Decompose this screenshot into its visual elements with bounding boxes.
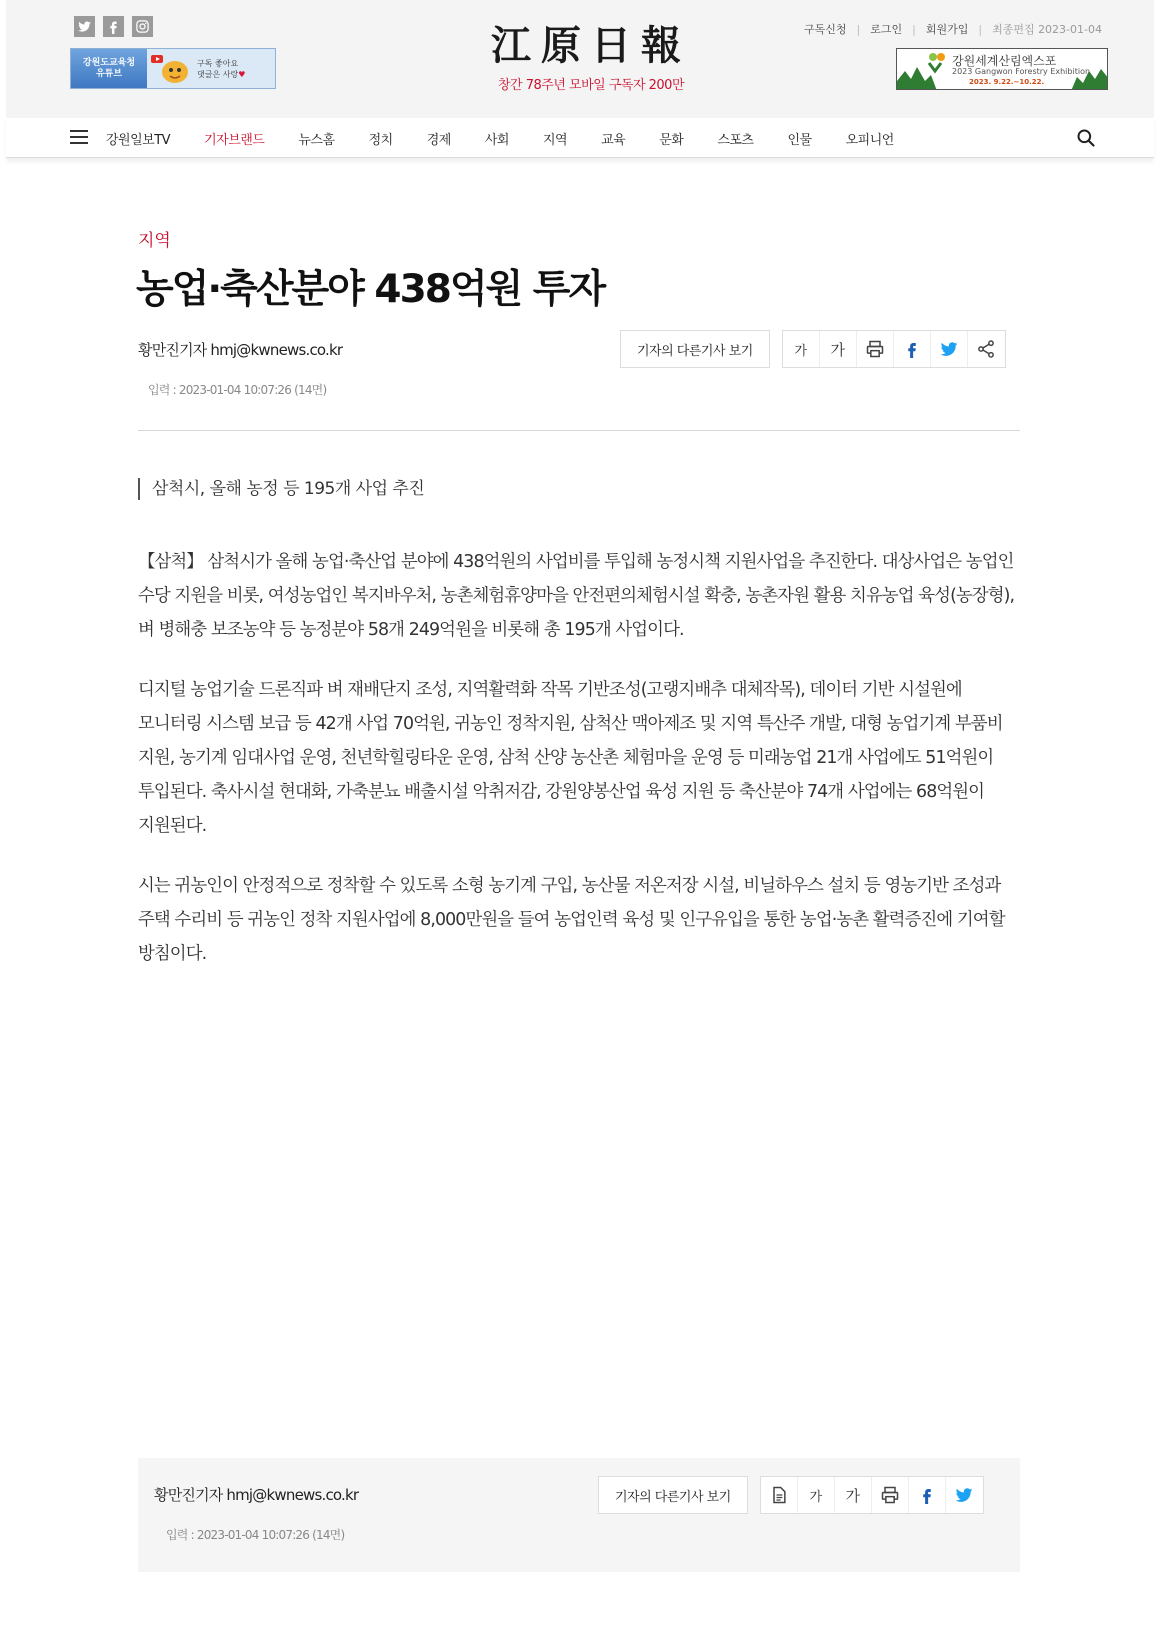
nav-item-people[interactable]: 인물 — [787, 132, 812, 148]
promo-line: 댓글은 사랑 — [197, 69, 239, 79]
last-updated: 최종편집 2023-01-04 — [992, 23, 1102, 36]
footer-byline: 황만진기자 hmj@kwnews.co.kr — [154, 1486, 359, 1504]
article-headline: 농업·축산분야 438억원 투자 — [136, 267, 605, 312]
subscribe-link[interactable]: 구독신청 — [803, 23, 847, 36]
youtube-promo-banner[interactable] — [70, 48, 276, 89]
section-label[interactable]: 지역 — [138, 231, 171, 251]
search-icon[interactable] — [1076, 128, 1096, 148]
separator: | — [856, 22, 861, 36]
footer-font-decrease-button[interactable]: 가 — [798, 1477, 835, 1513]
footer-font-increase-button[interactable]: 가 — [835, 1477, 872, 1513]
footer-share-tools — [760, 1476, 984, 1514]
article-footer-box — [138, 1458, 1020, 1572]
nav-item-economy[interactable]: 경제 — [426, 132, 451, 148]
nav-item-politics[interactable]: 정치 — [368, 132, 393, 148]
header-divider — [138, 430, 1020, 431]
nav-item-education[interactable]: 교육 — [601, 132, 626, 148]
site-logo[interactable]: 江原日報 — [491, 22, 691, 69]
footer-facebook-share-icon[interactable] — [909, 1477, 946, 1513]
top-links — [804, 21, 1102, 37]
nav-items — [106, 118, 928, 158]
expo-title: 강원세계산림엑스포 — [952, 54, 1057, 68]
footer-published-date: 입력 : 2023-01-04 10:07:26 (14면) — [166, 1528, 345, 1542]
heart-icon: ♥ — [238, 69, 246, 79]
nav-item-reporter-brand[interactable]: 기자브랜드 — [204, 132, 265, 148]
footer-print-icon[interactable] — [872, 1477, 909, 1513]
promo-line: 강원도교육청 — [82, 57, 136, 68]
article-paragraph: 【삼척】 삼척시가 올해 농업·축산업 분야에 438억원의 사업비를 투입해 농정시책 지원사업을 추진한다. 대상사업은 농업인 수당 지원을 비롯, 여성농업인 복지바우처, 농촌체험휴양마을 안전편의체험시설 확충, 농촌자원 활용 치유농업 육성(농장형), 벼 병해충 보조농약 등 농정분야 58개 249억원을 비롯해 총 195개 사업이다. — [138, 552, 1015, 640]
nav-item-sports[interactable]: 스포츠 — [717, 132, 754, 148]
promo-line: 구독 좋아요 — [197, 58, 239, 68]
nav-item-society[interactable]: 사회 — [484, 132, 509, 148]
promo-banner-right — [193, 58, 275, 80]
article-toolbar — [620, 330, 1006, 368]
footer-toolbar — [598, 1476, 984, 1514]
expo-banner[interactable] — [896, 48, 1108, 90]
masthead — [6, 0, 1154, 118]
share-icon[interactable] — [968, 331, 1005, 367]
document-icon[interactable] — [761, 1477, 798, 1513]
byline: 황만진기자 hmj@kwnews.co.kr — [138, 341, 343, 359]
font-decrease-button[interactable]: 가 — [783, 331, 820, 367]
login-link[interactable]: 로그인 — [870, 23, 903, 36]
separator: | — [978, 22, 983, 36]
footer-twitter-share-icon[interactable] — [946, 1477, 983, 1513]
article-paragraph: 디지털 농업기술 드론직파 벼 재배단지 조성, 지역활력화 작목 기반조성(고랭지배추 대체작목), 데이터 기반 시설원에 모니터링 시스템 보급 등 42개 사업 70억원, 귀농인 정착지원, 삼척산 맥아제조 및 지역 특산주 개발, 대형 농업기계 부품비 지원, 농기계 임대사업 운영, 천년학힐링타운 운영, 삼척 산양 농산촌 체험마을 운영 등 미래농업 21개 사업에도 51억원이 투입된다. 축사시설 현대화, 가축분뇨 배출시설 악취저감, 강원양봉산업 육성 지원 등 축산분야 74개 사업에는 68억원이 지원된다. — [138, 680, 1003, 836]
menu-icon[interactable] — [70, 130, 88, 144]
article-body — [138, 545, 1018, 997]
print-icon[interactable] — [857, 331, 894, 367]
published-date: 입력 : 2023-01-04 10:07:26 (14면) — [148, 383, 327, 397]
article-subtitle: 삼척시, 올해 농정 등 195개 사업 추진 — [138, 478, 424, 500]
social-links — [74, 16, 153, 37]
expo-subtitle: 2023 Gangwon Forestry Exhibition — [952, 67, 1091, 76]
tagline: 창간 78주년 모바일 구독자 200만 — [497, 78, 685, 93]
instagram-icon[interactable] — [132, 16, 153, 37]
main-nav — [6, 118, 1154, 158]
nav-item-tv[interactable]: 강원일보TV — [106, 132, 171, 148]
nav-item-culture[interactable]: 문화 — [659, 132, 684, 148]
article-paragraph: 시는 귀농인이 안정적으로 정착할 수 있도록 소형 농기계 구입, 농산물 저온저장 시설, 비닐하우스 설치 등 영농기반 조성과 주택 수리비 등 귀농인 정착 지원사업에 8,000만원을 들여 농업인력 육성 및 인구유입을 통한 농업·농촌 활력증진에 기여할 방침이다. — [138, 876, 1005, 964]
twitter-icon[interactable] — [74, 16, 95, 37]
facebook-icon[interactable] — [103, 16, 124, 37]
expo-dates: 2023. 9.22.~10.22. — [969, 78, 1045, 86]
footer-reporter-other-articles-button[interactable]: 기자의 다른기사 보기 — [598, 1476, 748, 1514]
promo-banner-left — [71, 49, 147, 88]
nav-item-news-home[interactable]: 뉴스홈 — [298, 132, 335, 148]
separator: | — [912, 22, 916, 36]
facebook-share-icon[interactable] — [894, 331, 931, 367]
nav-item-opinion[interactable]: 오피니언 — [845, 132, 894, 148]
share-tools — [782, 330, 1006, 368]
reporter-other-articles-button[interactable]: 기자의 다른기사 보기 — [620, 330, 770, 368]
nav-item-region[interactable]: 지역 — [542, 132, 568, 148]
mascot-icon — [147, 49, 193, 88]
promo-line: 유튜브 — [95, 68, 123, 79]
twitter-share-icon[interactable] — [931, 331, 968, 367]
font-increase-button[interactable]: 가 — [820, 331, 857, 367]
signup-link[interactable]: 회원가입 — [925, 23, 969, 36]
